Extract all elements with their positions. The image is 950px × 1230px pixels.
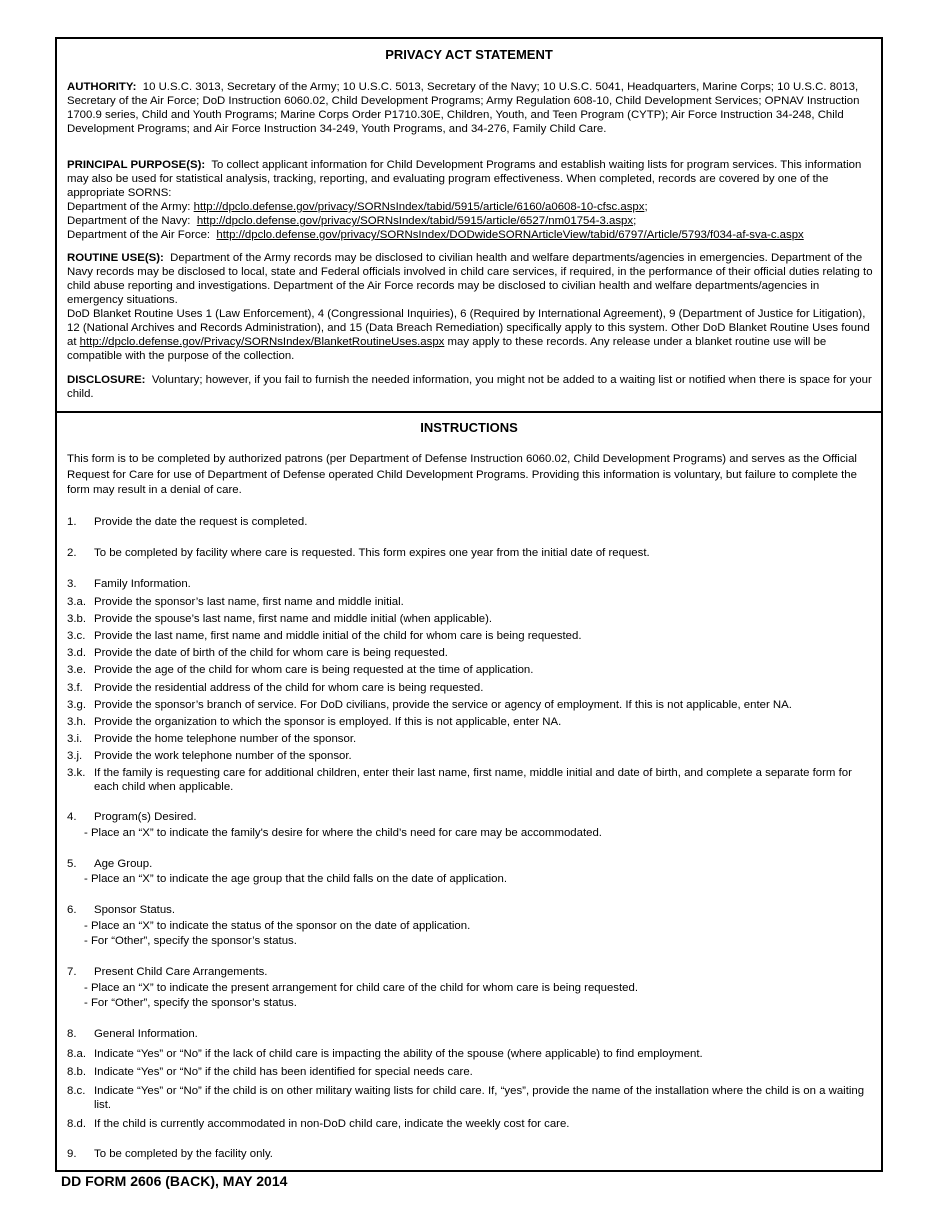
instruction-item-7 xyxy=(67,965,875,979)
sorn-af-link[interactable]: http://dpclo.defense.gov/privacy/SORNsIndex/DODwideSORNArticleView/tabid/6797/Article/5793/f034-af-sva-c.aspx xyxy=(216,229,804,241)
item-text: Age Group. xyxy=(94,858,153,870)
item-number: 3.j. xyxy=(67,750,83,762)
instruction-item-4 xyxy=(67,810,875,824)
item-text: Indicate “Yes” or “No” if the child is on other military waiting lists for child care. If, “yes”, provide the name of the installation where the child is on a waiting list. xyxy=(94,1085,865,1111)
sorn-navy-label: Department of the Navy: xyxy=(67,215,191,227)
item-text: Family Information. xyxy=(94,578,191,590)
item-text: Provide the age of the child for whom care is being requested at the time of application. xyxy=(94,664,534,676)
item-number: 3.c. xyxy=(67,630,86,642)
item-text: To be completed by the facility only. xyxy=(94,1148,273,1160)
sorn-af-label: Department of the Air Force: xyxy=(67,229,211,241)
instruction-item-8c xyxy=(67,1084,875,1112)
instruction-item-3d xyxy=(67,646,875,660)
instruction-item-8a xyxy=(67,1047,875,1061)
item-text: Provide the date the request is completed. xyxy=(94,516,308,528)
routine-label: ROUTINE USE(S): xyxy=(67,252,164,264)
instruction-item-4-detail: - Place an “X” to indicate the family's desire for where the child’s need for care may be accommodated. xyxy=(84,827,602,839)
item-text: Program(s) Desired. xyxy=(94,811,197,823)
item-text: Sponsor Status. xyxy=(94,904,176,916)
item-text: If the family is requesting care for additional children, enter their last name, first name, middle initial and date of birth, and complete a separate form for each child when applicable. xyxy=(94,767,852,793)
item-number: 3.f. xyxy=(67,682,83,694)
item-text: Present Child Care Arrangements. xyxy=(94,966,268,978)
item-text: Provide the residential address of the child for whom care is being requested. xyxy=(94,682,484,694)
item-text: Provide the work telephone number of the sponsor. xyxy=(94,750,352,762)
instruction-item-3i xyxy=(67,732,875,746)
disclosure-paragraph xyxy=(67,373,875,401)
item-text: Indicate “Yes” or “No” if the child has been identified for special needs care. xyxy=(94,1066,473,1078)
item-number: 3.i. xyxy=(67,733,83,745)
instruction-item-3 xyxy=(67,577,875,591)
form-footer: DD FORM 2606 (BACK), MAY 2014 xyxy=(61,1173,288,1189)
purpose-text: To collect applicant information for Child Development Programs and establish waiting lists for program services. This information may also be used for statistical analysis, tracking, reporting, and evaluating program effectiveness. When completed, records are covered by one of the appropriate SORNS: xyxy=(67,159,862,199)
item-text: Provide the home telephone number of the sponsor. xyxy=(94,733,357,745)
item-text: Indicate “Yes” or “No” if the lack of child care is impacting the ability of the spouse (where applicable) to find employment. xyxy=(94,1048,703,1060)
section-divider xyxy=(57,411,881,413)
instruction-item-9 xyxy=(67,1147,875,1161)
instruction-item-1 xyxy=(67,515,875,529)
item-number: 3.b. xyxy=(67,613,86,625)
item-number: 3.g. xyxy=(67,699,86,711)
blanket-routine-link[interactable]: http://dpclo.defense.gov/Privacy/SORNsIndex/BlanketRoutineUses.aspx xyxy=(79,336,445,348)
item-text: General Information. xyxy=(94,1028,198,1040)
item-number: 8.d. xyxy=(67,1118,86,1130)
item-number: 8.a. xyxy=(67,1048,86,1060)
instruction-item-7-detail-1: - Place an “X” to indicate the present arrangement for child care of the child for whom care is being requested. xyxy=(84,982,639,994)
item-number: 3.d. xyxy=(67,647,86,659)
routine-text-2: DoD Blanket Routine Uses 1 (Law Enforcement), 4 (Congressional Inquiries), 6 (Required by International Agreement), 9 (Department of Justice for Litigation), 12 (National Archives and Records Administration), and 15 (Data Breach Remediation) specifically apply to this system. Other DoD Blanket Routine Uses found at xyxy=(67,308,870,348)
routine-use-paragraph xyxy=(67,251,875,363)
instruction-item-3c xyxy=(67,629,875,643)
item-text: If the child is currently accommodated in non-DoD child care, indicate the weekly cost for care. xyxy=(94,1118,570,1130)
privacy-act-section xyxy=(57,39,881,411)
item-text: Provide the sponsor’s last name, first name and middle initial. xyxy=(94,596,404,608)
instruction-item-2 xyxy=(67,546,875,560)
authority-paragraph xyxy=(67,80,875,136)
item-text: To be completed by facility where care is requested. This form expires one year from the initial date of request. xyxy=(94,547,650,559)
instruction-item-6-detail-1: - Place an “X” to indicate the status of the sponsor on the date of application. xyxy=(84,920,471,932)
form-page xyxy=(55,37,883,1172)
item-number: 7. xyxy=(67,966,77,978)
instruction-item-3f xyxy=(67,681,875,695)
item-number: 3.a. xyxy=(67,596,86,608)
item-number: 3. xyxy=(67,578,77,590)
disclosure-label: DISCLOSURE: xyxy=(67,374,146,386)
instruction-item-8 xyxy=(67,1027,875,1041)
item-text: Provide the spouse’s last name, first name and middle initial (when applicable). xyxy=(94,613,493,625)
instruction-item-8d xyxy=(67,1117,875,1131)
item-number: 5. xyxy=(67,858,77,870)
item-number: 8.b. xyxy=(67,1066,86,1078)
sorn-army-label: Department of the Army: xyxy=(67,201,191,213)
item-number: 3.k. xyxy=(67,767,86,779)
principal-purpose-paragraph xyxy=(67,158,875,242)
sorn-af-line xyxy=(67,228,875,242)
instruction-item-6-detail-2: - For “Other”, specify the sponsor’s status. xyxy=(84,935,297,947)
instructions-title: INSTRUCTIONS xyxy=(420,420,518,435)
routine-text-3: may apply to these records. Any release under a blanket routine use will be compatible with the purpose of the collection. xyxy=(67,336,827,362)
item-text: Provide the date of birth of the child for whom care is being requested. xyxy=(94,647,448,659)
item-number: 9. xyxy=(67,1148,77,1160)
privacy-act-title: PRIVACY ACT STATEMENT xyxy=(385,47,553,62)
sorn-navy-link[interactable]: http://dpclo.defense.gov/privacy/SORNsIndex/tabid/5915/article/6527/nm01754-3.aspx xyxy=(196,215,634,227)
instruction-item-3j xyxy=(67,749,875,763)
item-text: Provide the last name, first name and middle initial of the child for whom care is being requested. xyxy=(94,630,582,642)
instruction-item-3e xyxy=(67,663,875,677)
instruction-item-3b xyxy=(67,612,875,626)
instruction-item-7-detail-2: - For “Other”, specify the sponsor’s status. xyxy=(84,997,297,1009)
item-text: Provide the organization to which the sponsor is employed. If this is not applicable, enter NA. xyxy=(94,716,562,728)
instruction-item-3k xyxy=(67,766,875,794)
instruction-item-5 xyxy=(67,857,875,871)
purpose-label: PRINCIPAL PURPOSE(S): xyxy=(67,159,206,171)
item-number: 8.c. xyxy=(67,1085,86,1097)
item-text: Provide the sponsor’s branch of service. For DoD civilians, provide the service or agency of employment. If this is not applicable, enter NA. xyxy=(94,699,792,711)
item-number: 3.e. xyxy=(67,664,86,676)
item-number: 2. xyxy=(67,547,77,559)
item-number: 6. xyxy=(67,904,77,916)
authority-label: AUTHORITY: xyxy=(67,81,137,93)
routine-text: Department of the Army records may be disclosed to civilian health and welfare departments/agencies in emergencies. Department of the Navy records may be disclosed to local, state and Federal officials involved in child care services, if required, in the performance of their official duties relating to child abuse reporting and investigations. Department of the Air Force records may be disclosed to civilian health and welfare departments/agencies in emergency situations. xyxy=(67,252,873,306)
instruction-item-3g xyxy=(67,698,875,712)
instruction-item-3h xyxy=(67,715,875,729)
instruction-item-6 xyxy=(67,903,875,917)
sorn-navy-line: Department of the Navy: http://dpclo.defense.gov/privacy/SORNsIndex/tabid/5915/article/6527/nm01754-3.aspx; xyxy=(67,215,637,227)
instruction-item-5-detail: - Place an “X” to indicate the age group that the child falls on the date of application. xyxy=(84,873,507,885)
item-number: 1. xyxy=(67,516,77,528)
authority-text: 10 U.S.C. 3013, Secretary of the Army; 10 U.S.C. 5013, Secretary of the Navy; 10 U.S.C. 5041, Headquarters, Marine Corps; 10 U.S.C. 8013, Secretary of the Air Force; DoD Instruction 6060.02, Child Development Programs; Army Regulation 608-10, Child Development Services; OPNAV Instruction 1700.9 series, Child and Youth Programs; Marine Corps Order P1710.30E, Children, Youth, and Teen Program (CYTP); Air Force Instruction 34-248, Child Development Programs; and Air Force Instruction 34-249, Youth Programs, and 34-276, Family Child Care. xyxy=(67,81,860,135)
routine-blanket-text xyxy=(67,307,875,363)
instructions-intro: This form is to be completed by authorized patrons (per Department of Defense Instruction 6060.02, Child Development Programs) and serves as the Official Request for Care for use of Department of Defense operated Child Development Programs. Providing this information is voluntary, but failure to complete the form may result in a denial of care. xyxy=(67,453,857,496)
instruction-item-8b xyxy=(67,1065,875,1079)
sorn-army-line: Department of the Army: http://dpclo.defense.gov/privacy/SORNsIndex/tabid/5915/article/6160/a0608-10-cfsc.aspx; xyxy=(67,201,648,213)
disclosure-text: Voluntary; however, if you fail to furnish the needed information, you might not be added to a waiting list or notified when there is space for your child. xyxy=(67,374,872,400)
sorn-army-link[interactable]: http://dpclo.defense.gov/privacy/SORNsIndex/tabid/5915/article/6160/a0608-10-cfsc.aspx xyxy=(193,201,645,213)
instruction-item-3a xyxy=(67,595,875,609)
item-number: 3.h. xyxy=(67,716,86,728)
item-number: 8. xyxy=(67,1028,77,1040)
item-number: 4. xyxy=(67,811,77,823)
